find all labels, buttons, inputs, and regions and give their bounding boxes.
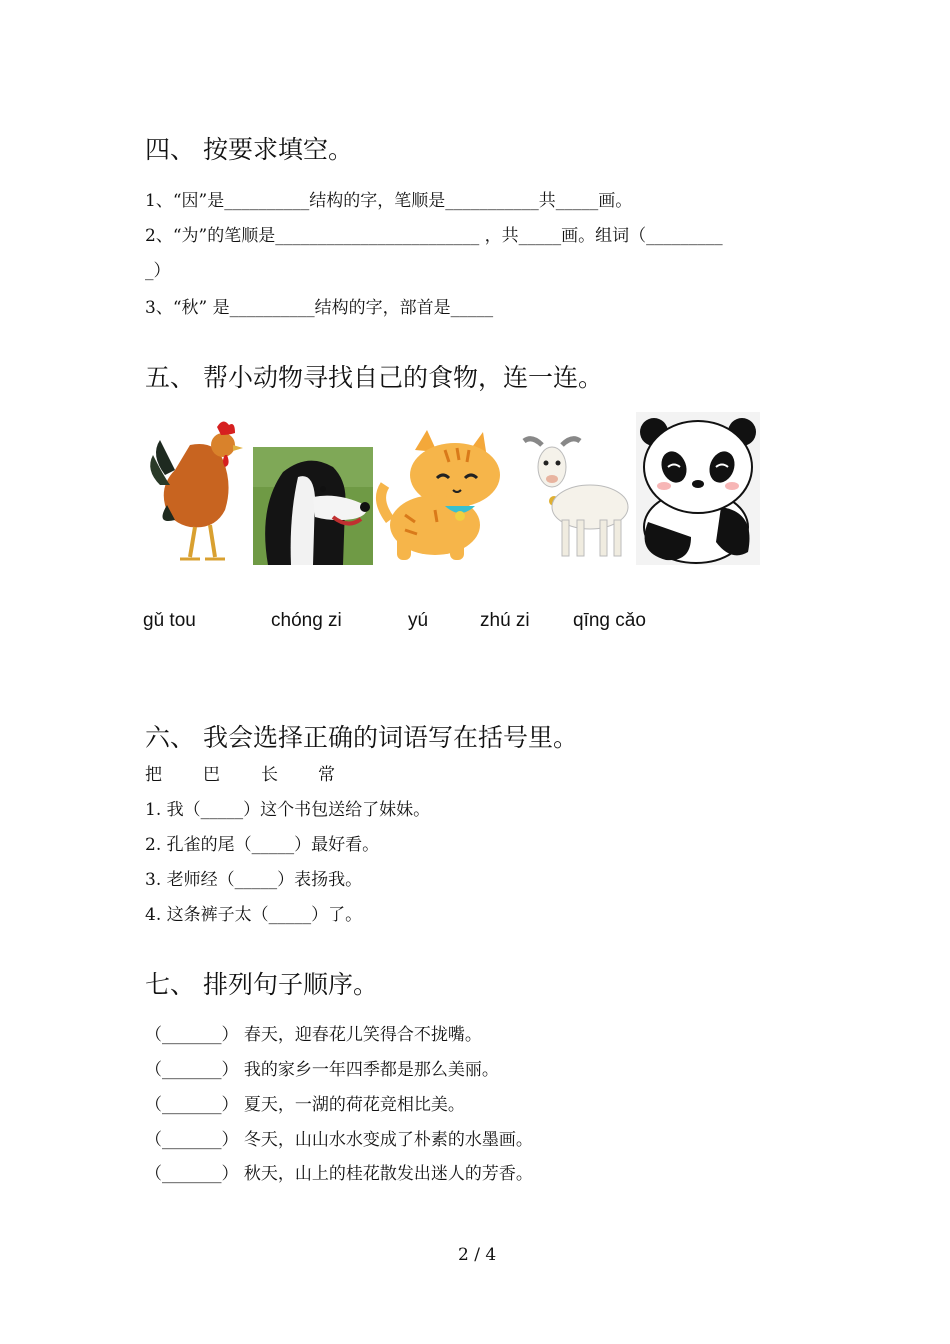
choose-item-4: 4. 这条裤子太（_____）了。 [145,905,363,925]
section-7-heading: 七、 排列句子顺序。 [145,970,378,999]
rooster-image [145,415,245,565]
pinyin-2: yú [408,610,429,631]
choose-item-2: 2. 孔雀的尾（_____）最好看。 [145,835,380,855]
choice-1: 巴 [203,765,220,785]
dog-image [253,447,373,565]
section-4-heading: 四、 按要求填空。 [145,135,353,164]
order-item-5: （_______） 秋天，山上的桂花散发出迷人的芳香。 [145,1164,533,1184]
section-6-heading: 六、 我会选择正确的词语写在括号里。 [145,723,578,752]
choose-item-3: 3. 老师经（_____）表扬我。 [145,870,363,890]
fill-line-3: 3、“秋” 是__________结构的字，部首是_____ [145,298,494,318]
pinyin-1: chóng zi [271,610,342,631]
order-item-4: （_______） 冬天，山山水水变成了朴素的水墨画。 [145,1130,533,1150]
choice-0: 把 [145,765,162,785]
panda-image [636,412,760,565]
choose-item-1: 1. 我（_____）这个书包送给了妹妹。 [145,800,431,820]
pinyin-3: zhú zi [480,610,530,631]
choice-3: 常 [318,765,335,785]
fill-line-1: 1、“因”是__________结构的字，笔顺是___________共_____画。 [145,191,633,211]
order-item-3: （_______） 夏天，一湖的荷花竞相比美。 [145,1095,465,1115]
fill-line-2-cont: _） [145,261,171,281]
goat-image [522,435,632,563]
pinyin-4: qīng cǎo [573,610,646,631]
section-5-heading: 五、 帮小动物寻找自己的食物，连一连。 [145,363,603,392]
order-item-2: （_______） 我的家乡一年四季都是那么美丽。 [145,1060,499,1080]
fill-line-2: 2、“为”的笔顺是________________________ ，共_____画。组词（_________ [145,226,723,246]
cat-image [375,430,510,565]
choice-2: 长 [261,765,278,785]
order-item-1: （_______） 春天，迎春花儿笑得合不拢嘴。 [145,1025,482,1045]
pinyin-0: gǔ tou [143,610,196,631]
page-number: 2 / 4 [458,1245,497,1265]
